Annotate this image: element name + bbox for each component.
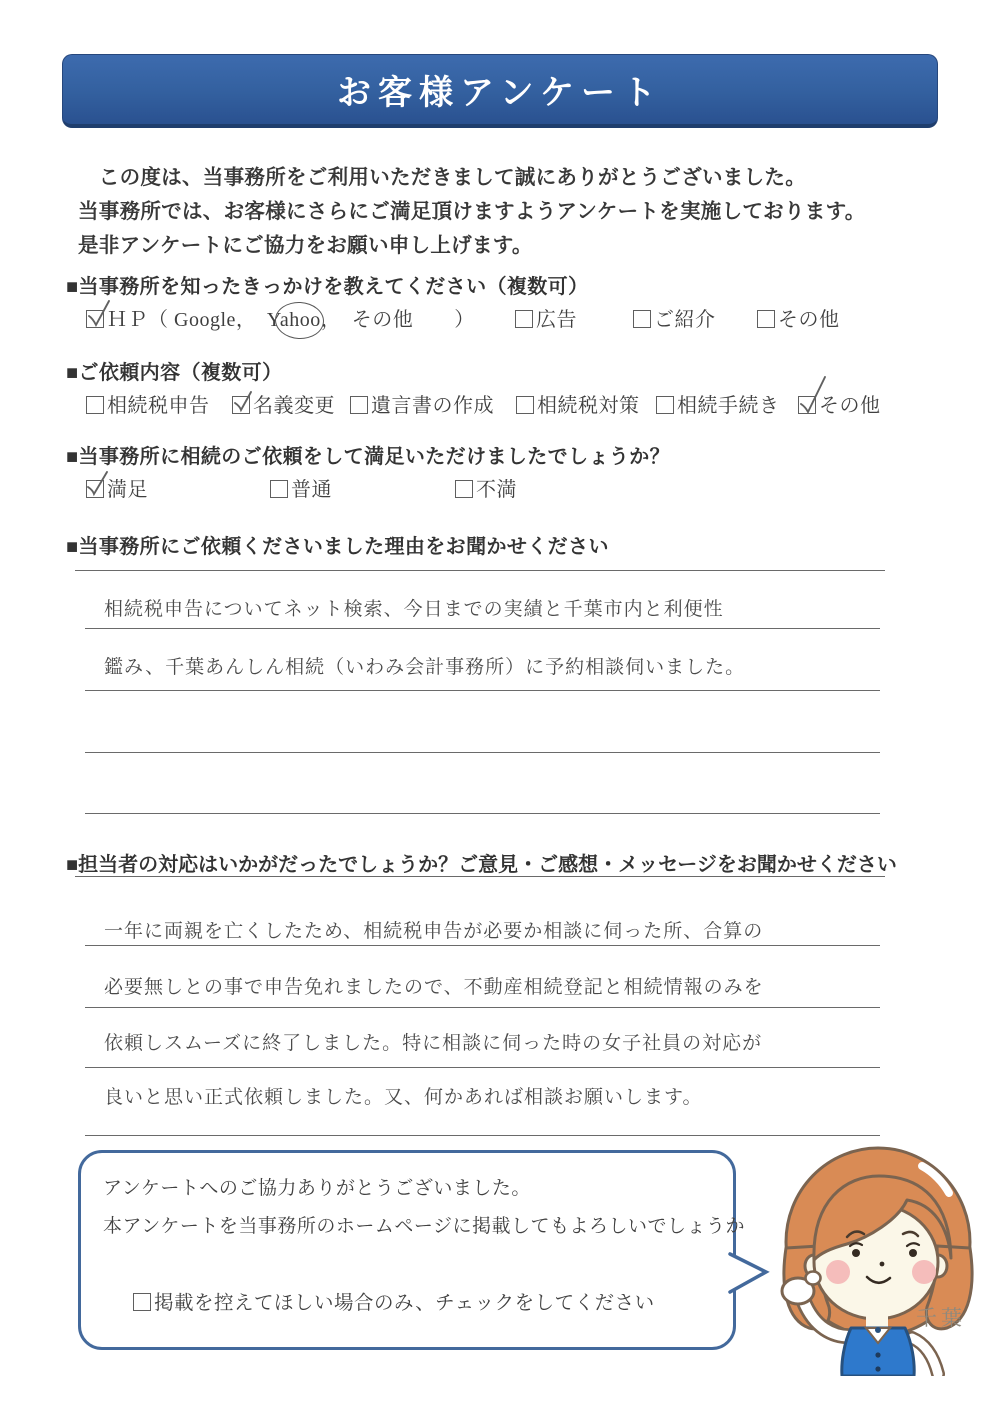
checkbox-referral[interactable] xyxy=(633,310,651,328)
handwritten-check-icon xyxy=(85,470,110,500)
checkbox-inheritance-procedures[interactable] xyxy=(656,396,674,414)
q2-heading: ■ご依頼内容（複数可） xyxy=(66,362,283,384)
q4-answer-1: 相続税申告についてネット検索、今日までの実績と千葉市内と利便性 xyxy=(104,599,724,620)
option-hp-suffix: ， その他 ） xyxy=(320,309,475,331)
answer-line[interactable] xyxy=(85,1067,880,1068)
handwritten-check-icon xyxy=(797,375,828,417)
checkbox-neutral[interactable] xyxy=(270,480,288,498)
mascot-label: 千葉 xyxy=(916,1306,966,1330)
answer-line[interactable] xyxy=(85,945,880,946)
publish-permission-question: 本アンケートを当事務所のホームページに掲載してもよろしいでしょうか xyxy=(103,1216,745,1237)
option-inheritance-tax-filing: 相続税申告 xyxy=(86,389,210,418)
option-satisfied: 満足 xyxy=(86,473,148,502)
checkbox-name-change[interactable] xyxy=(232,396,250,414)
form-title: お客様アンケート xyxy=(337,75,663,112)
q3-heading: ■当事務所に相続のご依頼をして満足いただけましたでしょうか？ xyxy=(66,446,671,468)
intro-line-3: 是非アンケートにご協力をお願い申し上げます。 xyxy=(78,234,533,257)
answer-line[interactable] xyxy=(85,1135,880,1136)
checkbox-decline-publication[interactable] xyxy=(133,1293,151,1311)
answer-line[interactable] xyxy=(85,690,880,691)
intro-line-2: 当事務所では、お客様にさらにご満足頂けますようアンケートを実施しております。 xyxy=(78,200,866,223)
publish-optout-label: 掲載を控えてほしい場合のみ、チェックをしてください xyxy=(154,1292,655,1314)
q4-answer-2: 鑑み、千葉あんしん相続（いわみ会計事務所）に予約相談伺いました。 xyxy=(104,657,746,678)
checkbox-satisfied[interactable] xyxy=(86,480,104,498)
q1-heading: ■当事務所を知ったきっかけを教えてください（複数可） xyxy=(66,276,589,298)
option-name-change: 名義変更 xyxy=(232,389,335,418)
q5-answer-3: 依頼しスムーズに終了しました。特に相談に伺った時の女子社員の対応が xyxy=(104,1033,763,1054)
option-hp-circled-word: Yahoo xyxy=(267,309,321,332)
checkbox-other-source[interactable] xyxy=(757,310,775,328)
answer-line[interactable] xyxy=(75,876,885,877)
handwritten-check-icon xyxy=(232,390,254,416)
intro-line-1: この度は、当事務所をご利用いただきまして誠にありがとうございました。 xyxy=(78,166,806,189)
option-dissatisfied: 不満 xyxy=(455,473,517,502)
checkbox-will-drafting[interactable] xyxy=(350,396,368,414)
answer-line[interactable] xyxy=(85,628,880,629)
answer-line[interactable] xyxy=(85,1007,880,1008)
form-title-bar xyxy=(62,54,938,128)
publish-optout-row xyxy=(133,1287,655,1315)
option-will-drafting: 遺言書の作成 xyxy=(350,389,494,418)
checkbox-hp[interactable] xyxy=(86,310,104,328)
option-other-request: その他 xyxy=(798,389,881,418)
q5-heading: ■担当者の対応はいかがだったでしょうか？ご意見・ご感想・メッセージをお聞かせください xyxy=(66,854,897,876)
option-referral: ご紹介 xyxy=(633,303,716,332)
speech-bubble-tail xyxy=(728,1244,774,1304)
checkbox-inheritance-tax-filing[interactable] xyxy=(86,396,104,414)
q5-answer-1: 一年に両親を亡くしたため、相続税申告が必要か相談に伺った所、合算の xyxy=(104,921,764,942)
mascot-woman-illustration xyxy=(752,1140,1000,1376)
answer-line[interactable] xyxy=(85,813,880,814)
checkbox-advertisement[interactable] xyxy=(515,310,533,328)
intro-paragraph xyxy=(78,161,964,263)
checkbox-other-request[interactable] xyxy=(798,396,816,414)
option-inheritance-procedures: 相続手続き xyxy=(656,389,780,418)
q4-heading: ■当事務所にご依頼くださいました理由をお聞かせください xyxy=(66,536,609,558)
option-hp-prefix: ＨＰ（ Google， xyxy=(107,309,267,331)
q5-answer-2: 必要無しとの事で申告免れましたので、不動産相続登記と相続情報のみを xyxy=(104,977,764,998)
checkbox-inheritance-tax-planning[interactable] xyxy=(516,396,534,414)
checkbox-dissatisfied[interactable] xyxy=(455,480,473,498)
answer-line[interactable] xyxy=(85,752,880,753)
option-neutral: 普通 xyxy=(270,473,332,502)
footer-speech-bubble xyxy=(78,1150,745,1350)
option-hp xyxy=(86,303,475,332)
option-other-source: その他 xyxy=(757,303,840,332)
option-advertisement: 広告 xyxy=(515,303,577,332)
answer-line[interactable] xyxy=(75,570,885,571)
thanks-message: アンケートへのご協力ありがとうございました。 xyxy=(103,1178,531,1199)
option-inheritance-tax-planning: 相続税対策 xyxy=(516,389,640,418)
q5-answer-4: 良いと思い正式依頼しました。又、何かあれば相談お願いします。 xyxy=(104,1087,703,1108)
handwritten-check-icon xyxy=(85,299,112,331)
